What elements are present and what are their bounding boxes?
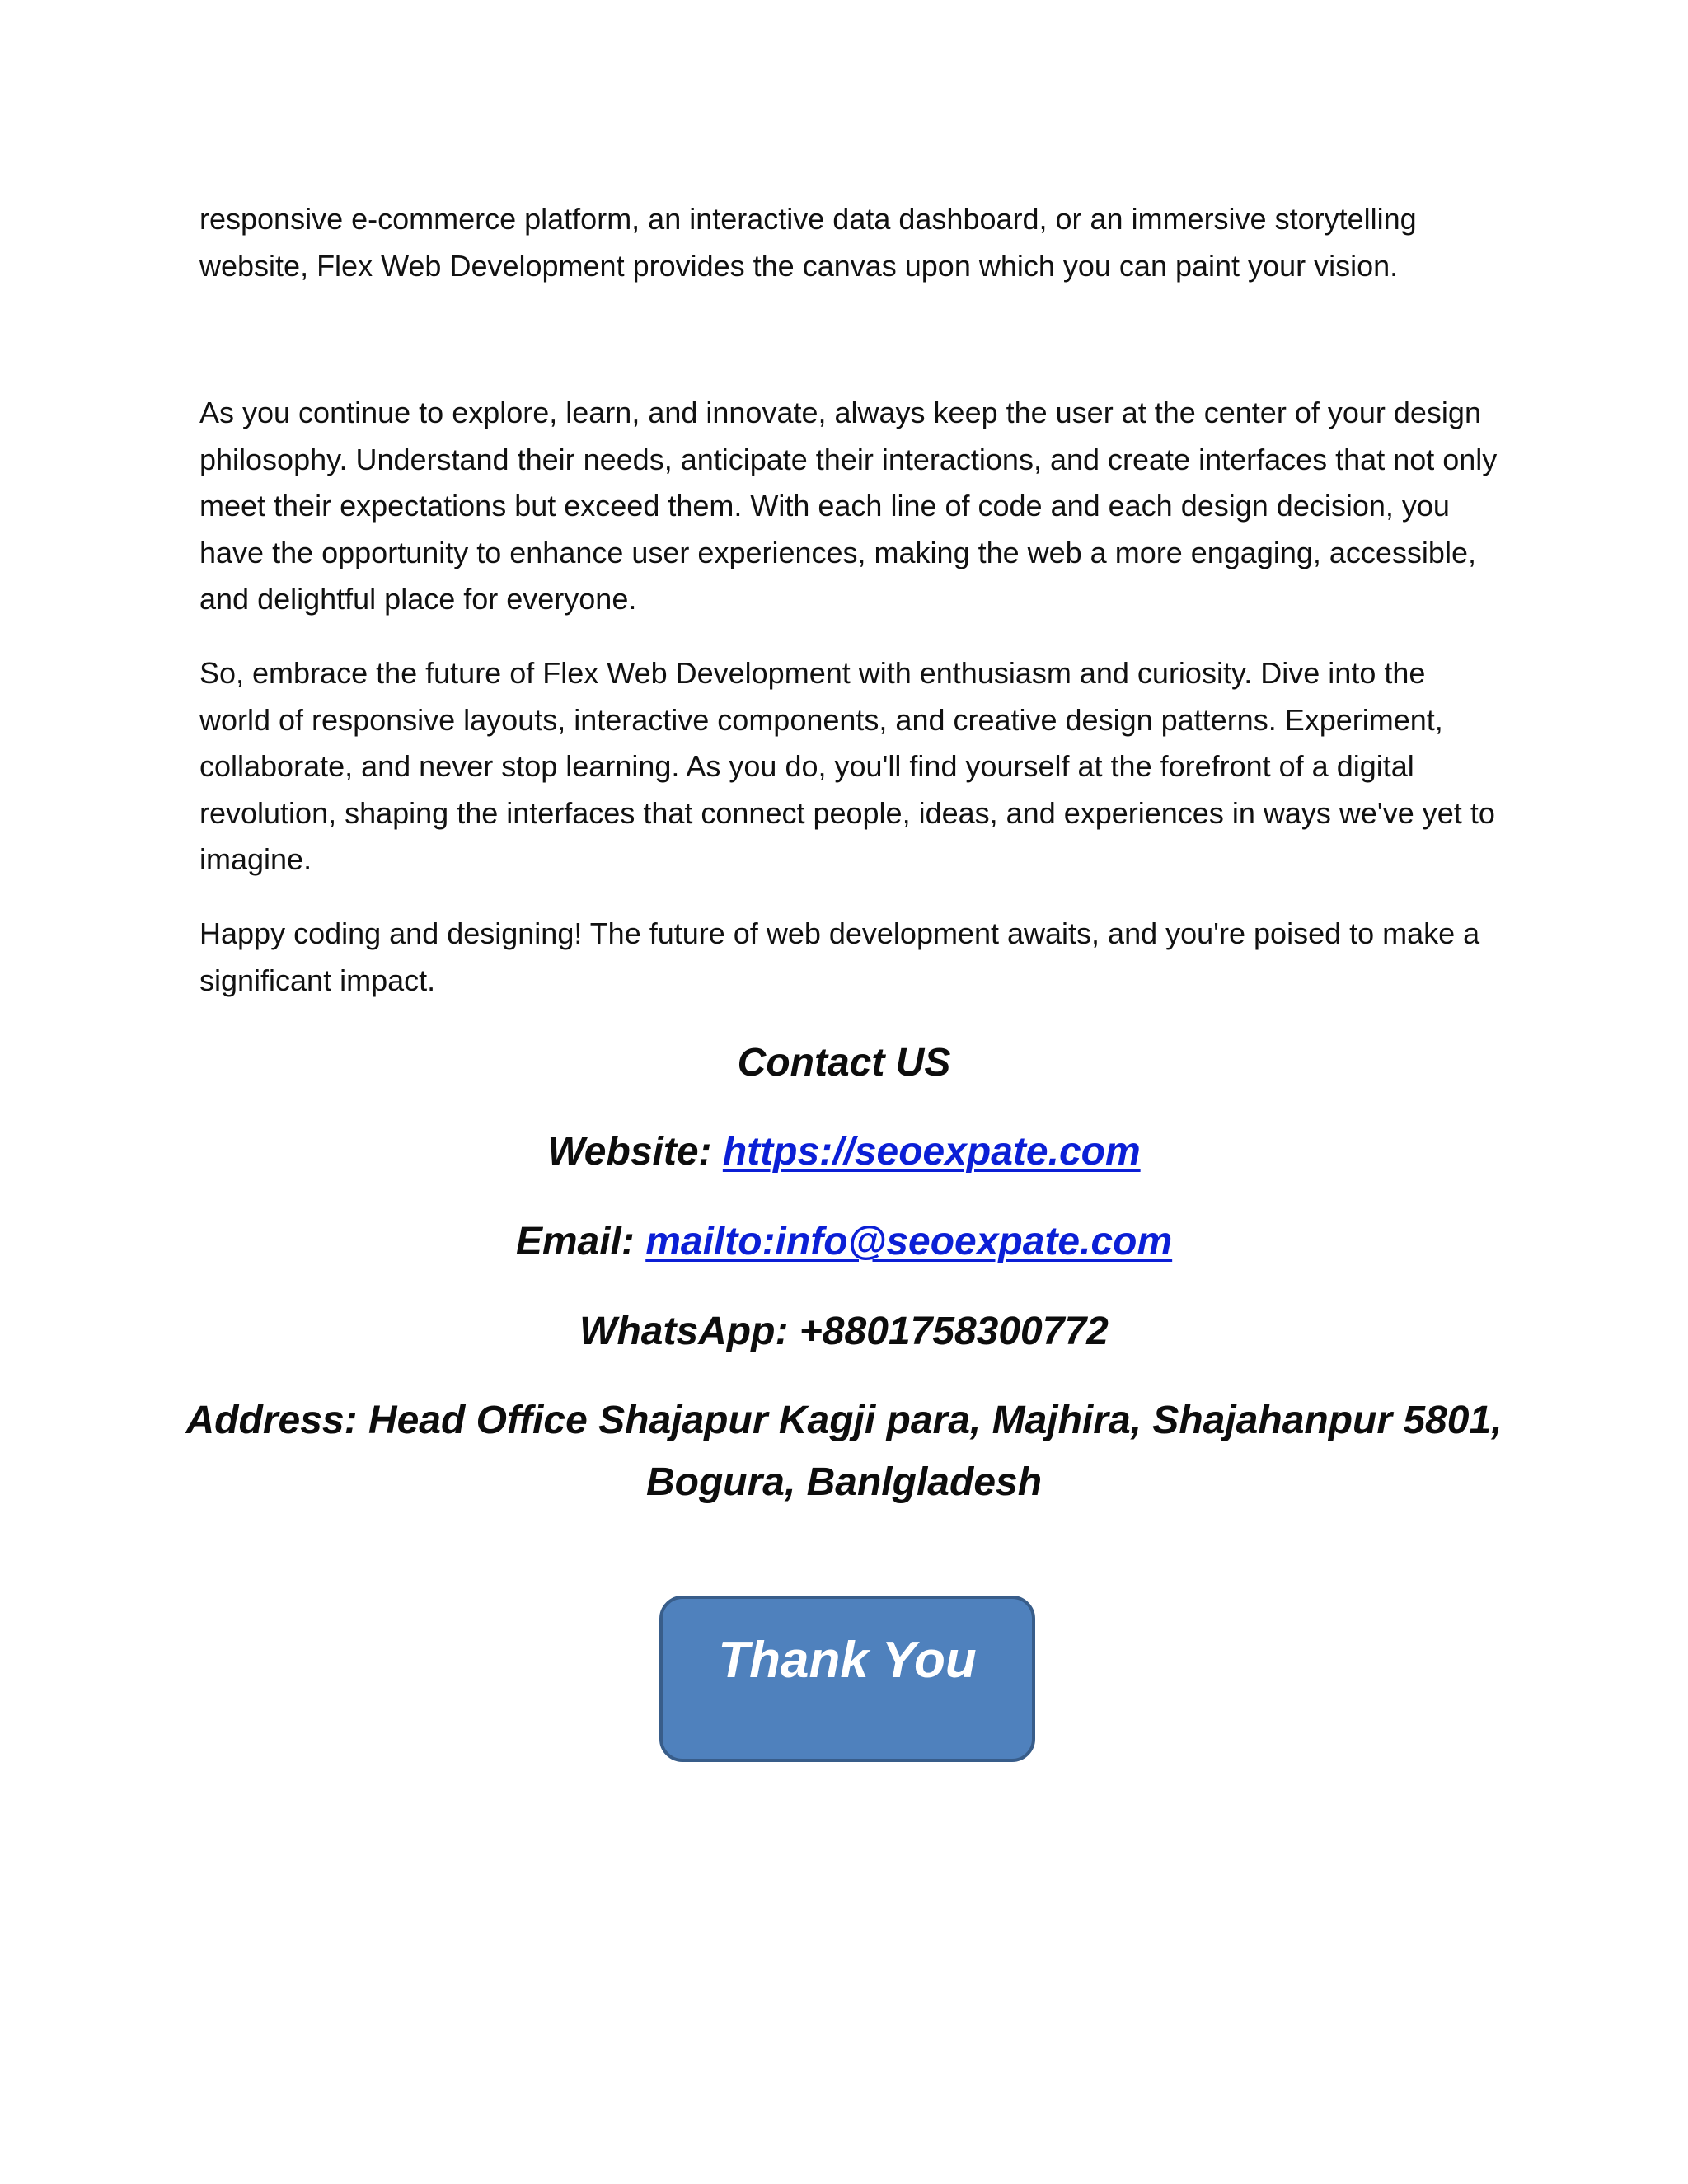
- contact-heading: Contact US: [737, 1041, 951, 1085]
- paragraph-2: As you continue to explore, learn, and innovate, always keep the user at the center of your design philosophy. Understand their needs, anticipate their interactions, and create interfaces that not only meet their expectations but exceed them. With each line of code and each design decision, you have the opportunity to enhance user experiences, making the web a more engaging, accessible, and delightful place for everyone.: [199, 396, 1498, 616]
- email-label: Email:: [515, 1220, 646, 1263]
- address-line-2: Bogura, Banlgladesh: [645, 1460, 1043, 1504]
- website-link[interactable]: https://seoexpate.com: [722, 1130, 1141, 1174]
- address-line-1: Address: Head Office Shajapur Kagji para, Majhira, Shajahanpur 5801,: [185, 1399, 1503, 1442]
- contact-whatsapp: WhatsApp: +8801758300772: [579, 1310, 1109, 1353]
- paragraph-3: So, embrace the future of Flex Web Development with enthusiasm and curiosity. Dive into the world of responsive layouts, interactive components, and creative design patterns. Experiment, collaborate, and never stop learning. As you do, you'll find yourself at the forefront of a digital revolution, shaping the interfaces that connect people, ideas, and experiences in ways we've yet to imagine.: [199, 656, 1495, 876]
- contact-email: [165, 1211, 1523, 1272]
- website-label: Website:: [547, 1130, 723, 1174]
- paragraph-1: responsive e-commerce platform, an interactive data dashboard, or an immersive storytelling website, Flex Web Development provides the canvas upon which you can paint your vision.: [199, 202, 1417, 283]
- thank-you-button: [659, 1596, 1035, 1762]
- email-link[interactable]: mailto:info@seoexpate.com: [645, 1220, 1173, 1263]
- thank-you-label: Thank You: [718, 1632, 977, 1689]
- contact-website: [165, 1121, 1523, 1183]
- paragraph-4: Happy coding and designing! The future of web development awaits, and you're poised to make a significant impact.: [199, 916, 1480, 997]
- contact-address: [165, 1390, 1523, 1513]
